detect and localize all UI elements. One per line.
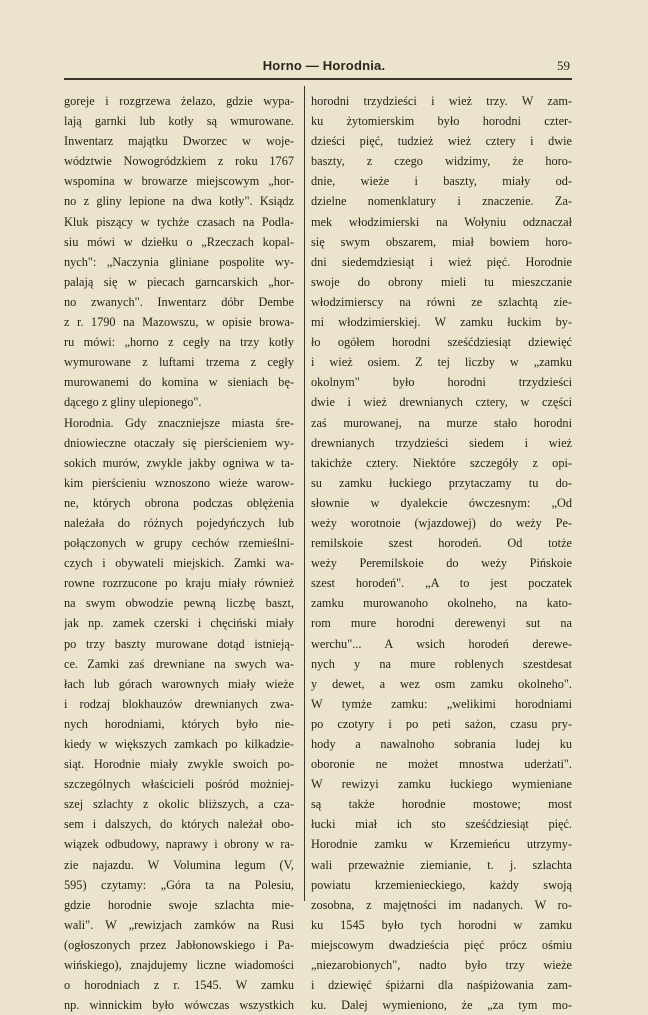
text-line: dniowieczne otaczały się pierścieniem wy- [64, 435, 294, 450]
text-line: 595) czytamy: „Góra ta na Polesiu, [64, 877, 294, 892]
text-line: należała do różnych pojedyńczych lub [64, 515, 294, 530]
text-line: zaś murowanej, na murze stało horodni [311, 415, 572, 430]
text-line: kim pierścieniu wznoszono wieże warow- [64, 475, 294, 490]
text-line: murowanemi do komina w sieniach bę- [64, 375, 294, 390]
text-line: wspomina w browarze miejscowym „hor- [64, 174, 294, 189]
text-line: no zwanych". Inwentarz dóbr Dembe [64, 294, 294, 309]
text-line: weży Peremilskoie do weży Pińskoie [311, 556, 572, 571]
text-line: kiedy w większych zamkach po kilkadzie- [64, 737, 294, 751]
text-line: ru mówi: „horno z cegły na trzy kotły [64, 335, 294, 350]
text-line: nych y na mure roblenych szestdesat [311, 656, 572, 671]
text-line: o horodniach z r. 1545. W zamku [64, 978, 294, 993]
text-line: palają się w piecach garncarskich „hor- [64, 274, 294, 289]
text-line: są także horodnie mostowe; most [311, 797, 572, 812]
text-line: powiatu krzemienieckiego, każdy swoją [311, 877, 572, 892]
text-line: szej szlachty z okolic bliższych, a cza- [64, 797, 294, 812]
text-line: „niezarobionych", nadto było trzy wieże [311, 958, 572, 973]
text-line: swoje do obrony mieli tu mieszczanie [311, 274, 572, 289]
text-line: włodzimierscy na równi ze szlachtą zie- [311, 294, 572, 309]
text-line: i wież osiem. Z tej liczby w „zamku [311, 355, 572, 370]
right-text-column [311, 91, 572, 1015]
text-line: Kluk piszący w tychże czasach na Podla- [64, 214, 294, 229]
text-line: jak np. zamek czerski i chęciński miały [64, 616, 294, 631]
text-line: sokich murów, zwykle jakby ogniwa w ta- [64, 455, 294, 470]
running-head [0, 58, 648, 76]
text-line: y dewet, a wez osm zamku okolneho". [311, 676, 572, 691]
text-line: łach lub górach warownych miały wieże [64, 676, 294, 691]
page-number: 59 [557, 58, 570, 73]
text-line: (ogłoszonych przez Jabłonowskiego i Pa- [64, 937, 294, 952]
text-line: siąt. Horodnie miały zwykle swoich po- [64, 757, 294, 772]
text-line: mi włodzimierskiej. W zamku łuckim by- [311, 315, 572, 330]
text-line: słownie w dyalekcie ówczesnym: „Od [311, 495, 572, 510]
text-line: ce. Zamki zaś drewniane na swych wa- [64, 656, 294, 671]
text-line: nych horodniami, których było nie- [64, 716, 294, 731]
text-line: W tymże zamku: „welikimi horodniami [311, 696, 572, 711]
text-line: mek włodzimierski na Wołyniu odznaczał [311, 214, 572, 229]
text-line: wali przeważnie ziemianie, t. j. szlachta [311, 857, 572, 872]
text-line: rowne rozrzucone po kraju miały również [64, 576, 294, 591]
text-line: no z gliny lepione na dwa kotły". Ksiądz [64, 194, 294, 209]
text-line: np. winnickim było wówczas wszystkich [64, 998, 294, 1013]
text-line: szczególnych właścicieli pośród możniej- [64, 777, 294, 792]
text-line: ku. Dalej wymieniono, że „za tym mo- [311, 998, 572, 1013]
text-line: na swym obwodzie pewną liczbę baszt, [64, 596, 294, 611]
text-line: wództwie Nowogródzkiem z roku 1767 [64, 154, 294, 169]
left-text-column [64, 91, 294, 1015]
text-line: oboronie ne możet mnostwa uderżati". [311, 757, 572, 772]
text-line: baszty, z czego widzimy, że horo- [311, 154, 572, 169]
text-line: gdzie horodnie swoje szlachta mie- [64, 897, 294, 912]
text-line: takichże cztery. Niektóre szczegóły z opi- [311, 455, 572, 470]
text-line: Horodnia. Gdy znaczniejsze miasta śre- [64, 415, 294, 430]
text-line: Horodnie zamku w Krzemieńcu utrzymy- [311, 837, 572, 852]
text-line: ne, których obrona podczas oblężenia [64, 495, 294, 510]
text-line: wińskiego), znajdujemy liczne wiadomości [64, 958, 294, 973]
text-line: miejscowym dwadzieścia pięć prócz ośmiu [311, 937, 572, 952]
text-line: łucki miał ich sto sześćdziesiąt pięć. [311, 817, 572, 832]
text-line: dącego z gliny ulepionego". [64, 395, 202, 410]
text-line: rom mure horodni derewenyi sut na [311, 616, 572, 631]
text-line: wali". W „rewizjach zamków na Rusi [64, 917, 294, 932]
text-line: werchu"... A wsich horodeń derewe- [311, 636, 572, 651]
text-line: wymurowane z luftami trzema z cegły [64, 355, 294, 370]
text-line: dni siedemdziesiąt i wież pięć. Horodnie [311, 254, 572, 269]
text-line: i rodzaj blokhauzów drewnianych zwa- [64, 696, 294, 711]
text-line: czych i obywateli miejskich. Zamki wa- [64, 556, 294, 571]
text-line: się swym obszarem, miał bowiem horo- [311, 234, 572, 249]
text-line: i dziewięć śpiżarni dla naśpiżowania zam- [311, 978, 572, 993]
text-line: zosobna, z majętności im nadanych. W ro- [311, 897, 572, 912]
header-rule [64, 78, 572, 80]
text-line: po trzy baszty murowane dotąd istnieją- [64, 636, 294, 651]
column-divider [304, 86, 305, 901]
text-line: szest horodeń". „A to jest poczatek [311, 576, 572, 591]
text-line: połączonych w grupy cechów rzemieślni- [64, 536, 294, 551]
text-line: goreje i rozgrzewa żelazo, gdzie wypa- [64, 94, 294, 108]
text-line: ło ogółem horodni sześćdziesiąt dziewięć [311, 335, 572, 350]
text-line: drewnianych trzydzieści siedem i wież [311, 435, 572, 450]
text-line: wiązek odbudowy, naprawy i obrony w ra- [64, 837, 294, 852]
text-line: hody a nawalnoho sobrania ludej ku [311, 737, 572, 751]
text-line: weży worotnoie (wjazdowej) do weży Pe- [311, 515, 572, 530]
text-line: dnie, wieże i baszty, miały od- [311, 174, 572, 189]
text-line: nych": „Naczynia gliniane pospolite wy- [64, 254, 294, 269]
text-line: W rewizyi zamku łuckiego wymieniane [311, 777, 572, 792]
text-line: zie najazdu. W Volumina legum (V, [64, 857, 294, 872]
text-line: ku 1545 było tych horodni w zamku [311, 917, 572, 932]
text-line: siu mówi w dziełku o „Rzeczach kopal- [64, 234, 294, 249]
text-line: po czotyry i po peti sażon, czasu pry- [311, 716, 572, 731]
text-line: dzieści pięć, tudzież wież cztery i dwie [311, 134, 572, 149]
text-line: ku żytomierskim było horodni czter- [311, 114, 572, 129]
text-line: okolnym" było horodni trzydzieści [311, 375, 572, 390]
text-line: dwie i wież drewnianych cztery, w części [311, 395, 572, 410]
text-line: zamku murowanoho okolneho, na kato- [311, 596, 572, 611]
text-line: dzielne nomenklatury i znaczenie. Za- [311, 194, 572, 209]
text-line: remilskoie szest horodeń. Od totże [311, 536, 572, 551]
text-line: lają garnki lub kotły są wmurowane. [64, 114, 294, 129]
text-line: su zamku łuckiego przytaczamy tu do- [311, 475, 572, 490]
text-line: z r. 1790 na Mazowszu, w opisie browa- [64, 315, 294, 330]
text-line: Inwentarz majątku Dworzec w woje- [64, 134, 294, 149]
running-title: Horno — Horodnia. [262, 58, 386, 73]
text-line: horodni trzydzieści i wież trzy. W zam- [311, 94, 572, 108]
text-line: sem i dalszych, do których należał obo- [64, 817, 294, 832]
